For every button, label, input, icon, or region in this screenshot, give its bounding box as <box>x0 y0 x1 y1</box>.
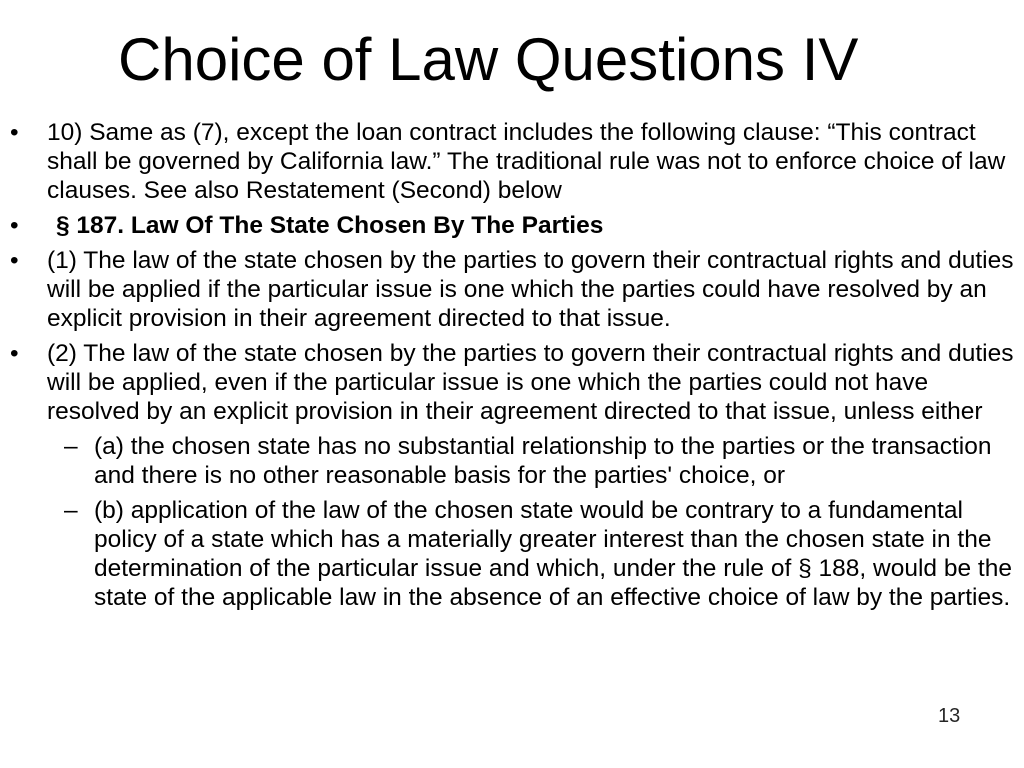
bullet-marker: • <box>10 247 19 274</box>
bullet-item <box>0 211 1024 240</box>
bullet-marker: • <box>10 340 19 367</box>
bullet-text: (2) The law of the state chosen by the parties to govern their contractual rights and duties will be applied, even if the particular issue is one which the parties could not have resolved by an explicit provision in their agreement directed to that issue, unless either <box>47 340 1014 425</box>
sub-bullet-text: (a) the chosen state has no substantial relationship to the parties or the transaction and there is no other reasonable basis for the parties' choice, or <box>94 433 992 489</box>
slide-title: Choice of Law Questions IV <box>118 26 859 93</box>
bullet-item <box>0 118 1024 205</box>
bullet-item <box>0 339 1024 426</box>
sub-bullet-text: (b) application of the law of the chosen state would be contrary to a fundamental policy of a state which has a materially greater interest than the chosen state in the determination of the particular issue and which, under the rule of § 188, would be the state of the applicable law in the absence of an effective choice of law by the parties. <box>94 497 1012 611</box>
bullet-text: (1) The law of the state chosen by the parties to govern their contractual rights and duties will be applied if the particular issue is one which the parties could have resolved by an explicit provision in their agreement directed to that issue. <box>47 247 1014 332</box>
page-number: 13 <box>938 705 961 727</box>
sub-bullet-item <box>0 496 1024 612</box>
bullet-item <box>0 246 1024 333</box>
section-heading: § 187. Law Of The State Chosen By The Parties <box>56 212 604 239</box>
slide-content <box>0 118 1024 618</box>
bullet-text: 10) Same as (7), except the loan contract includes the following clause: “This contract shall be governed by California law.” The traditional rule was not to enforce choice of law clauses. See also Restatement (Second) below <box>47 119 1006 204</box>
bullet-marker: • <box>10 119 19 146</box>
dash-marker: – <box>64 497 78 524</box>
bullet-marker: • <box>10 212 19 239</box>
sub-bullet-item <box>0 432 1024 490</box>
dash-marker: – <box>64 433 78 460</box>
